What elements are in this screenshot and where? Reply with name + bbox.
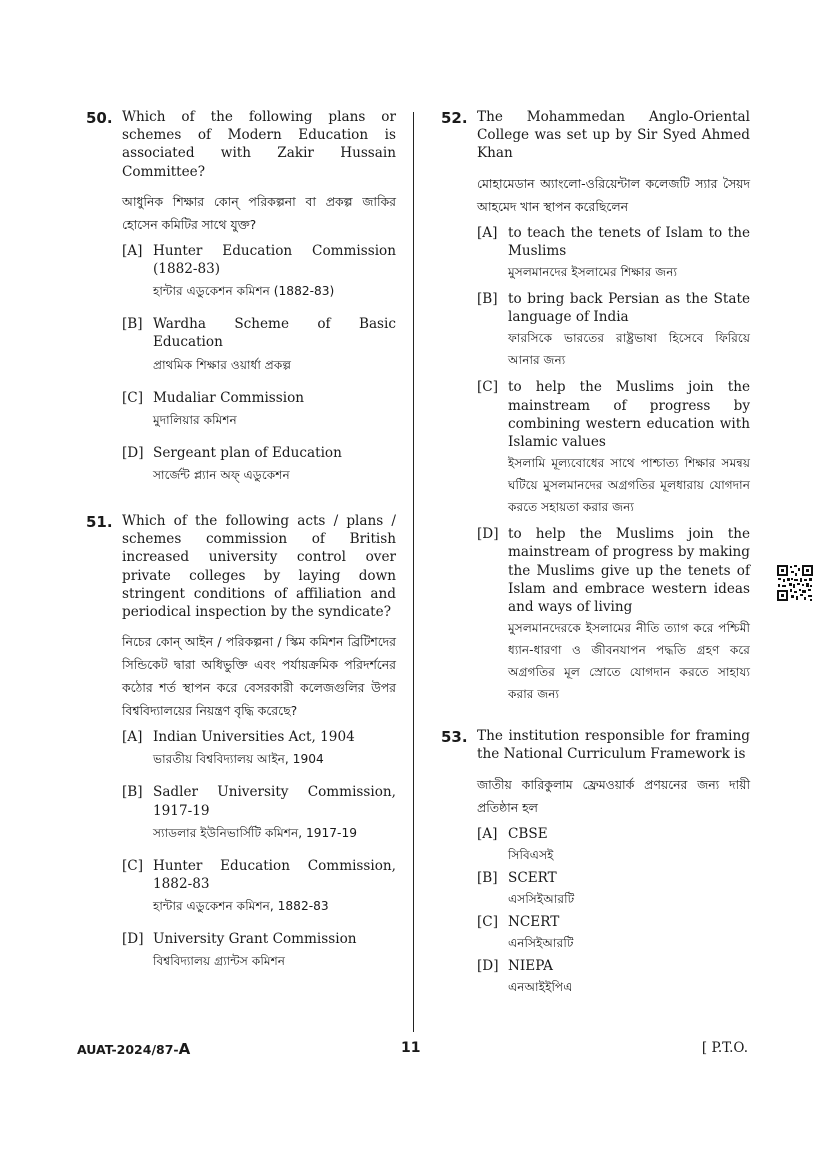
question-text-bn: আধুনিক শিক্ষার কোন্‌ পরিকল্পনা বা প্রকল্প জাকির হোসেন কমিটির সাথে যুক্ত? bbox=[122, 193, 396, 232]
option-label: [A] bbox=[477, 825, 498, 842]
question-50 bbox=[86, 108, 396, 486]
exam-code-text: AUAT-2024 bbox=[77, 1042, 152, 1057]
qr-code-icon bbox=[776, 564, 814, 602]
option-text-en: Hunter Education Commission, 1882-83 bbox=[153, 857, 396, 893]
right-column bbox=[441, 108, 750, 1001]
option-text-bn: প্রাথমিক শিক্ষার ওয়ার্ধা প্রকল্প bbox=[153, 357, 292, 372]
option-label: [D] bbox=[122, 931, 144, 948]
question-number: 53. bbox=[441, 728, 468, 747]
option-label: [D] bbox=[122, 444, 144, 461]
option-label: [A] bbox=[477, 224, 498, 241]
option-text-bn: মুসলমানদের ইসলামের শিক্ষার জন্য bbox=[508, 265, 677, 280]
option-text-en: Hunter Education Commission (1882-83) bbox=[153, 242, 396, 278]
options-list bbox=[122, 242, 396, 486]
option-text-bn: বিশ্ববিদ্যালয় গ্র্যান্টস কমিশন bbox=[153, 954, 286, 969]
option-text-en: Mudaliar Commission bbox=[153, 389, 305, 406]
option-text-bn: হান্টার এডুকেশন কমিশন (1882-83) bbox=[153, 284, 335, 299]
option-c bbox=[477, 378, 750, 518]
option-label: [A] bbox=[122, 242, 143, 259]
option-d bbox=[122, 444, 396, 486]
option-a bbox=[122, 728, 396, 770]
option-text-en: NIEPA bbox=[508, 958, 553, 975]
option-label: [D] bbox=[477, 958, 499, 975]
option-a bbox=[122, 242, 396, 302]
option-label: [B] bbox=[122, 784, 143, 801]
question-text-en: Which of the following plans or schemes of Modern Education is associated with Zakir Hussain Committee? bbox=[122, 109, 396, 180]
question-52 bbox=[441, 108, 750, 705]
option-label: [C] bbox=[122, 389, 144, 406]
question-text-en: The Mohammedan Anglo-Oriental College was set up by Sir Syed Ahmed Khan bbox=[477, 109, 750, 162]
option-text-en: SCERT bbox=[508, 869, 557, 886]
option-text-bn: এনআইইপিএ bbox=[508, 980, 573, 995]
options-list bbox=[122, 728, 396, 972]
option-a bbox=[477, 825, 750, 866]
option-text-bn: হান্টার এডুকেশন কমিশন, 1882-83 bbox=[153, 899, 329, 914]
option-text-en: University Grant Commission bbox=[153, 931, 357, 948]
option-text-bn: এনসিইআরটি bbox=[508, 936, 574, 951]
pto-note: [ P.T.O. bbox=[701, 1040, 748, 1056]
series-letter: A bbox=[178, 1040, 191, 1058]
option-b bbox=[477, 869, 750, 910]
option-a bbox=[477, 224, 750, 283]
question-number: 51. bbox=[86, 513, 113, 532]
option-text-en: Wardha Scheme of Basic Education bbox=[153, 316, 396, 351]
question-51 bbox=[86, 512, 396, 972]
question-text-en: The institution responsible for framing the National Curriculum Framework is bbox=[477, 728, 750, 763]
option-c bbox=[122, 389, 396, 431]
option-label: [B] bbox=[477, 291, 498, 308]
option-b bbox=[122, 783, 396, 843]
option-text-bn: ইসলামি মূল্যবোধের সাথে পাশ্চাত্য শিক্ষার সমন্বয় ঘটিয়ে মুসলমানদের অগ্রগতির মূলধারায় যোগদান করতে সহায়তা করার জন্য bbox=[508, 456, 750, 515]
option-d bbox=[122, 930, 396, 972]
question-53 bbox=[441, 727, 750, 998]
option-text-en: to help the Muslims join the mainstream of progress by making the Muslims give up the tenets of Islam and embrace western ideas and ways of living bbox=[508, 526, 750, 616]
question-text-bn: নিচের কোন্‌ আইন / পরিকল্পনা / স্কিম কমিশন ব্রিটিশদের সিন্ডিকেট দ্বারা অধিভুক্তি এবং পর্যায়ক্রমিক পরিদর্শনের কঠোর শর্ত স্থাপন করে বেসরকারী কলেজগুলির উপর বিশ্ববিদ্যালয়ের নিয়ন্ত্রণ বৃদ্ধি করেছে? bbox=[122, 634, 396, 719]
column-divider bbox=[413, 112, 414, 1032]
option-label: [A] bbox=[122, 729, 143, 746]
option-text-bn: মুদালিয়ার কমিশন bbox=[153, 412, 237, 427]
option-label: [B] bbox=[122, 316, 143, 333]
option-text-bn: স্যাডলার ইউনিভার্সিটি কমিশন, 1917-19 bbox=[153, 825, 357, 840]
option-label: [C] bbox=[477, 914, 499, 931]
option-text-en: to bring back Persian as the State language of India bbox=[508, 291, 750, 326]
option-c bbox=[477, 913, 750, 954]
option-text-bn: সিবিএসই bbox=[508, 847, 554, 862]
question-number: 52. bbox=[441, 109, 468, 127]
option-text-en: CBSE bbox=[508, 825, 548, 842]
option-d bbox=[477, 525, 750, 705]
option-text-en: Indian Universities Act, 1904 bbox=[153, 729, 355, 746]
option-text-en: Sadler University Commission, 1917-19 bbox=[153, 784, 396, 819]
question-text-bn: মোহামেডান অ্যাংলো-ওরিয়েন্টাল কলেজটি স্যার সৈয়দ আহমেদ খান স্থাপন করেছিলেন bbox=[477, 175, 750, 214]
option-text-bn: ফারসিকে ভারতের রাষ্ট্রভাষা হিসেবে ফিরিয়ে আনার জন্য bbox=[508, 331, 750, 368]
booklet-number: 87- bbox=[156, 1042, 179, 1057]
option-text-bn: সার্জেন্ট প্ল্যান অফ্‌ এডুকেশন bbox=[153, 468, 290, 483]
option-label: [D] bbox=[477, 526, 499, 543]
question-number: 50. bbox=[86, 109, 113, 127]
option-text-en: NCERT bbox=[508, 914, 560, 931]
option-label: [C] bbox=[122, 857, 144, 874]
options-list bbox=[477, 825, 750, 999]
question-text-bn: জাতীয় কারিকুলাম ফ্রেমওয়ার্ক প্রণয়নের জন্য দায়ী প্রতিষ্ঠান হল bbox=[477, 776, 750, 815]
exam-code bbox=[77, 1040, 190, 1058]
option-b bbox=[477, 290, 750, 371]
left-column bbox=[86, 108, 396, 985]
page-number: 11 bbox=[401, 1040, 421, 1056]
option-d bbox=[477, 957, 750, 998]
option-text-en: Sergeant plan of Education bbox=[153, 444, 342, 461]
option-label: [C] bbox=[477, 379, 499, 396]
option-b bbox=[122, 315, 396, 375]
options-list bbox=[477, 224, 750, 706]
code-separator: / bbox=[151, 1042, 157, 1057]
option-text-bn: এসসিইআরটি bbox=[508, 892, 575, 907]
option-text-bn: ভারতীয় বিশ্ববিদ্যালয় আইন, 1904 bbox=[153, 752, 324, 767]
option-c bbox=[122, 857, 396, 917]
question-text-en: Which of the following acts / plans / schemes commission of British increased university control over private colleges by laying down stringent conditions of affiliation and periodical inspection by the syndicate? bbox=[122, 513, 396, 621]
option-label: [B] bbox=[477, 869, 498, 886]
option-text-bn: মুসলমানদেরকে ইসলামের নীতি ত্যাগ করে পশ্চিমী ধ্যান-ধারণা ও জীবনযাপন পদ্ধতি গ্রহণ করে অগ্রগতির মূল স্রোতে যোগদান করতে সাহায্য করার জন্য bbox=[508, 621, 750, 702]
option-text-en: to teach the tenets of Islam to the Muslims bbox=[508, 224, 750, 259]
option-text-en: to help the Muslims join the mainstream of progress by combining western education with Islamic values bbox=[508, 379, 750, 451]
